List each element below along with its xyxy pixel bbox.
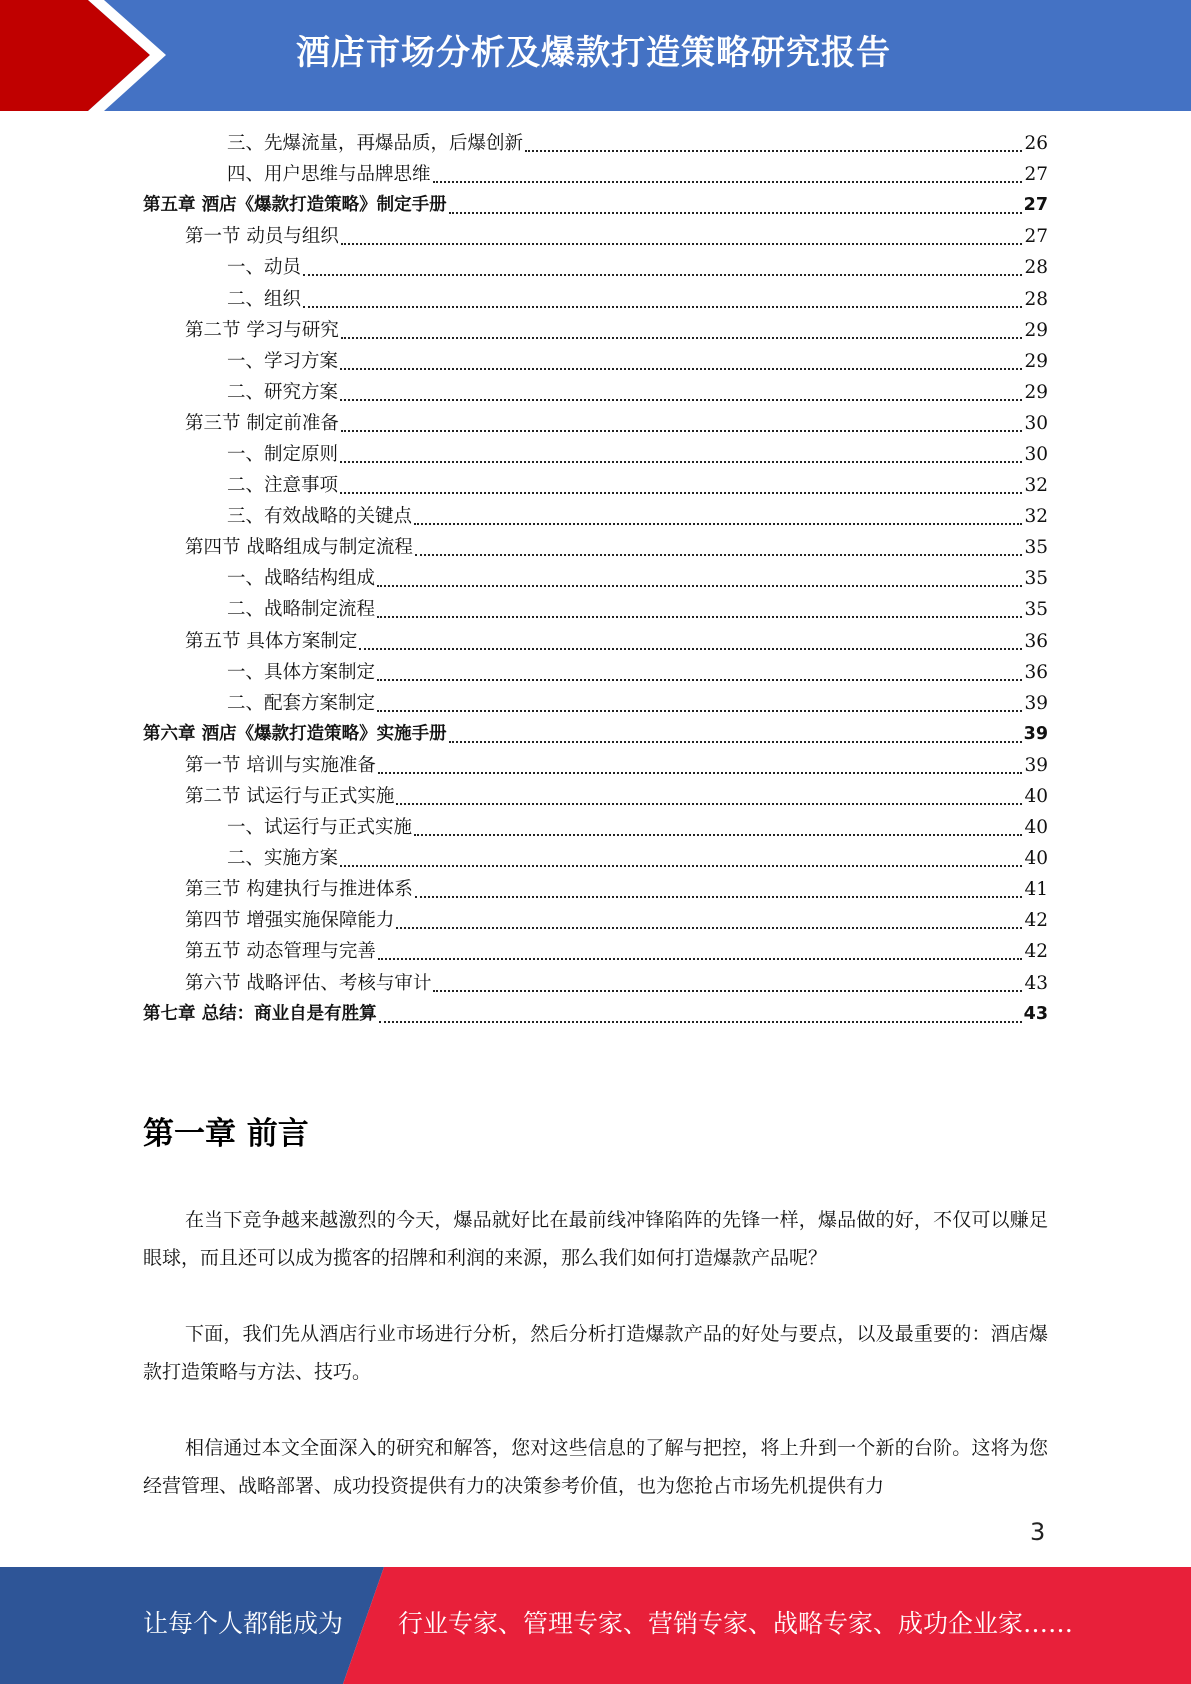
toc-entry[interactable] (143, 719, 1048, 750)
toc-entry-label: 第三节 制定前准备 (185, 412, 339, 434)
toc-entry-label: 一、制定原则 (227, 443, 339, 465)
toc-entry[interactable] (143, 781, 1048, 812)
toc-leader-dots (341, 242, 1023, 245)
toc-leader-dots (378, 957, 1023, 960)
toc-entry-label: 第六节 战略评估、考核与审计 (185, 972, 432, 994)
toc-entry-page: 26 (1024, 133, 1048, 155)
toc-leader-dots (377, 709, 1022, 712)
toc-entry[interactable] (143, 626, 1048, 657)
toc-entry[interactable] (143, 750, 1048, 781)
footer-banner (0, 1567, 1191, 1684)
toc-entry-page: 27 (1024, 226, 1048, 248)
toc-entry-label: 二、注意事项 (227, 475, 339, 497)
toc-entry[interactable] (143, 688, 1048, 719)
footer-slogan-right: 行业专家、管理专家、营销专家、战略专家、成功企业家…… (398, 1609, 1074, 1638)
toc-leader-dots (414, 522, 1022, 525)
header-banner (0, 0, 1191, 111)
table-of-contents (143, 128, 1048, 1030)
toc-entry-page: 29 (1024, 381, 1048, 403)
toc-leader-dots (341, 429, 1023, 432)
toc-leader-dots (340, 460, 1022, 463)
toc-entry-label: 一、战略结构组成 (227, 568, 376, 590)
toc-entry[interactable] (143, 936, 1048, 967)
toc-leader-dots (433, 180, 1023, 183)
toc-entry-page: 36 (1024, 661, 1048, 683)
toc-leader-dots (303, 273, 1022, 276)
toc-leader-dots (340, 367, 1022, 370)
toc-entry-label: 第五节 具体方案制定 (185, 630, 358, 652)
toc-entry-label: 第五节 动态管理与完善 (185, 941, 376, 963)
toc-leader-dots (340, 491, 1022, 494)
toc-entry-label: 第四节 战略组成与制定流程 (185, 537, 413, 559)
toc-entry-label: 第六章 酒店《爆款打造策略》实施手册 (143, 723, 447, 744)
footer-slogan-left: 让每个人都能成为 (143, 1609, 344, 1638)
toc-leader-dots (377, 678, 1022, 681)
toc-entry-page: 35 (1024, 599, 1048, 621)
toc-entry-label: 三、先爆流量，再爆品质，后爆创新 (227, 133, 524, 155)
toc-entry-label: 一、试运行与正式实施 (227, 817, 413, 839)
chapter-heading: 第一章 前言 (143, 1116, 309, 1152)
toc-leader-dots (414, 833, 1022, 836)
paragraph-intro-2: 下面，我们先从酒店行业市场进行分析，然后分析打造爆款产品的好处与要点，以及最重要的：酒店爆款打造策略与方法、技巧。 (143, 1323, 1048, 1383)
toc-entry[interactable] (143, 159, 1048, 190)
toc-entry[interactable] (143, 594, 1048, 625)
toc-entry-label: 第三节 构建执行与推进体系 (185, 879, 413, 901)
toc-entry[interactable] (143, 346, 1048, 377)
toc-leader-dots (415, 895, 1023, 898)
toc-leader-dots (525, 149, 1022, 152)
toc-entry-page: 35 (1024, 568, 1048, 590)
toc-entry[interactable] (143, 812, 1048, 843)
toc-leader-dots (449, 211, 1022, 214)
toc-entry-label: 二、战略制定流程 (227, 599, 376, 621)
toc-entry-label: 一、动员 (227, 257, 302, 279)
toc-entry-page: 30 (1024, 412, 1048, 434)
toc-entry-label: 二、研究方案 (227, 381, 339, 403)
toc-entry-page: 40 (1024, 848, 1048, 870)
toc-entry-page: 29 (1024, 350, 1048, 372)
toc-entry-label: 一、具体方案制定 (227, 661, 376, 683)
toc-entry[interactable] (143, 377, 1048, 408)
toc-entry-label: 二、配套方案制定 (227, 692, 376, 714)
toc-leader-dots (396, 926, 1022, 929)
toc-entry[interactable] (143, 252, 1048, 283)
toc-entry-page: 39 (1023, 723, 1048, 744)
toc-entry-page: 40 (1024, 817, 1048, 839)
toc-entry-page: 39 (1024, 692, 1048, 714)
toc-entry[interactable] (143, 563, 1048, 594)
toc-entry-page: 30 (1024, 443, 1048, 465)
toc-entry-page: 42 (1024, 910, 1048, 932)
paragraph-intro-3: 相信通过本文全面深入的研究和解答，您对这些信息的了解与把控，将上升到一个新的台阶。这将为您经营管理、战略部署、成功投资提供有力的决策参考价值，也为您抢占市场先机提供有力 (143, 1437, 1048, 1497)
toc-entry-label: 第四节 增强实施保障能力 (185, 910, 395, 932)
toc-entry[interactable] (143, 221, 1048, 252)
toc-entry-page: 43 (1024, 972, 1048, 994)
toc-entry[interactable] (143, 999, 1048, 1030)
toc-leader-dots (379, 1020, 1022, 1023)
toc-entry-page: 27 (1024, 164, 1048, 186)
toc-entry[interactable] (143, 657, 1048, 688)
toc-entry-label: 三、有效战略的关键点 (227, 506, 413, 528)
toc-entry-page: 40 (1024, 786, 1048, 808)
toc-leader-dots (340, 398, 1022, 401)
toc-entry[interactable] (143, 532, 1048, 563)
toc-entry-page: 32 (1024, 506, 1048, 528)
toc-entry[interactable] (143, 501, 1048, 532)
toc-entry-label: 第一节 动员与组织 (185, 226, 339, 248)
toc-leader-dots (415, 553, 1023, 556)
toc-entry-label: 二、实施方案 (227, 848, 339, 870)
toc-entry[interactable] (143, 439, 1048, 470)
toc-entry-page: 43 (1023, 1003, 1048, 1024)
toc-entry[interactable] (143, 843, 1048, 874)
toc-leader-dots (449, 740, 1022, 743)
toc-entry[interactable] (143, 283, 1048, 314)
toc-entry[interactable] (143, 128, 1048, 159)
toc-leader-dots (359, 647, 1022, 650)
toc-entry[interactable] (143, 470, 1048, 501)
report-title: 酒店市场分析及爆款打造策略研究报告 (296, 33, 891, 73)
toc-leader-dots (341, 336, 1023, 339)
toc-entry-label: 第五章 酒店《爆款打造策略》制定手册 (143, 195, 447, 216)
toc-entry-label: 第一节 培训与实施准备 (185, 754, 376, 776)
page-number: 3 (1030, 1518, 1046, 1546)
toc-leader-dots (377, 584, 1022, 587)
toc-entry[interactable] (143, 315, 1048, 346)
toc-leader-dots (340, 864, 1022, 867)
toc-entry-page: 39 (1024, 754, 1048, 776)
toc-entry-page: 32 (1024, 475, 1048, 497)
toc-entry[interactable] (143, 874, 1048, 905)
toc-entry-page: 36 (1024, 630, 1048, 652)
toc-entry-page: 28 (1024, 288, 1048, 310)
paragraph-intro-1: 在当下竞争越来越激烈的今天，爆品就好比在最前线冲锋陷阵的先锋一样，爆品做的好，不仅可以赚足眼球，而且还可以成为揽客的招牌和利润的来源，那么我们如何打造爆款产品呢？ (143, 1209, 1048, 1269)
toc-entry-label: 二、组织 (227, 288, 302, 310)
toc-entry-label: 四、用户思维与品牌思维 (227, 164, 431, 186)
toc-entry-label: 第二节 试运行与正式实施 (185, 786, 395, 808)
toc-entry-label: 第二节 学习与研究 (185, 319, 339, 341)
toc-entry[interactable] (143, 905, 1048, 936)
toc-entry-page: 41 (1024, 879, 1048, 901)
toc-leader-dots (377, 615, 1022, 618)
toc-entry-page: 29 (1024, 319, 1048, 341)
toc-entry[interactable] (143, 408, 1048, 439)
toc-entry-page: 28 (1024, 257, 1048, 279)
toc-leader-dots (378, 771, 1023, 774)
toc-entry-page: 42 (1024, 941, 1048, 963)
toc-entry-page: 35 (1024, 537, 1048, 559)
toc-entry-page: 27 (1023, 195, 1048, 216)
toc-entry[interactable] (143, 968, 1048, 999)
toc-leader-dots (433, 989, 1022, 992)
toc-entry-label: 一、学习方案 (227, 350, 339, 372)
toc-leader-dots (303, 305, 1022, 308)
toc-entry-label: 第七章 总结：商业自是有胜算 (143, 1003, 377, 1024)
toc-entry[interactable] (143, 190, 1048, 221)
toc-leader-dots (396, 802, 1022, 805)
